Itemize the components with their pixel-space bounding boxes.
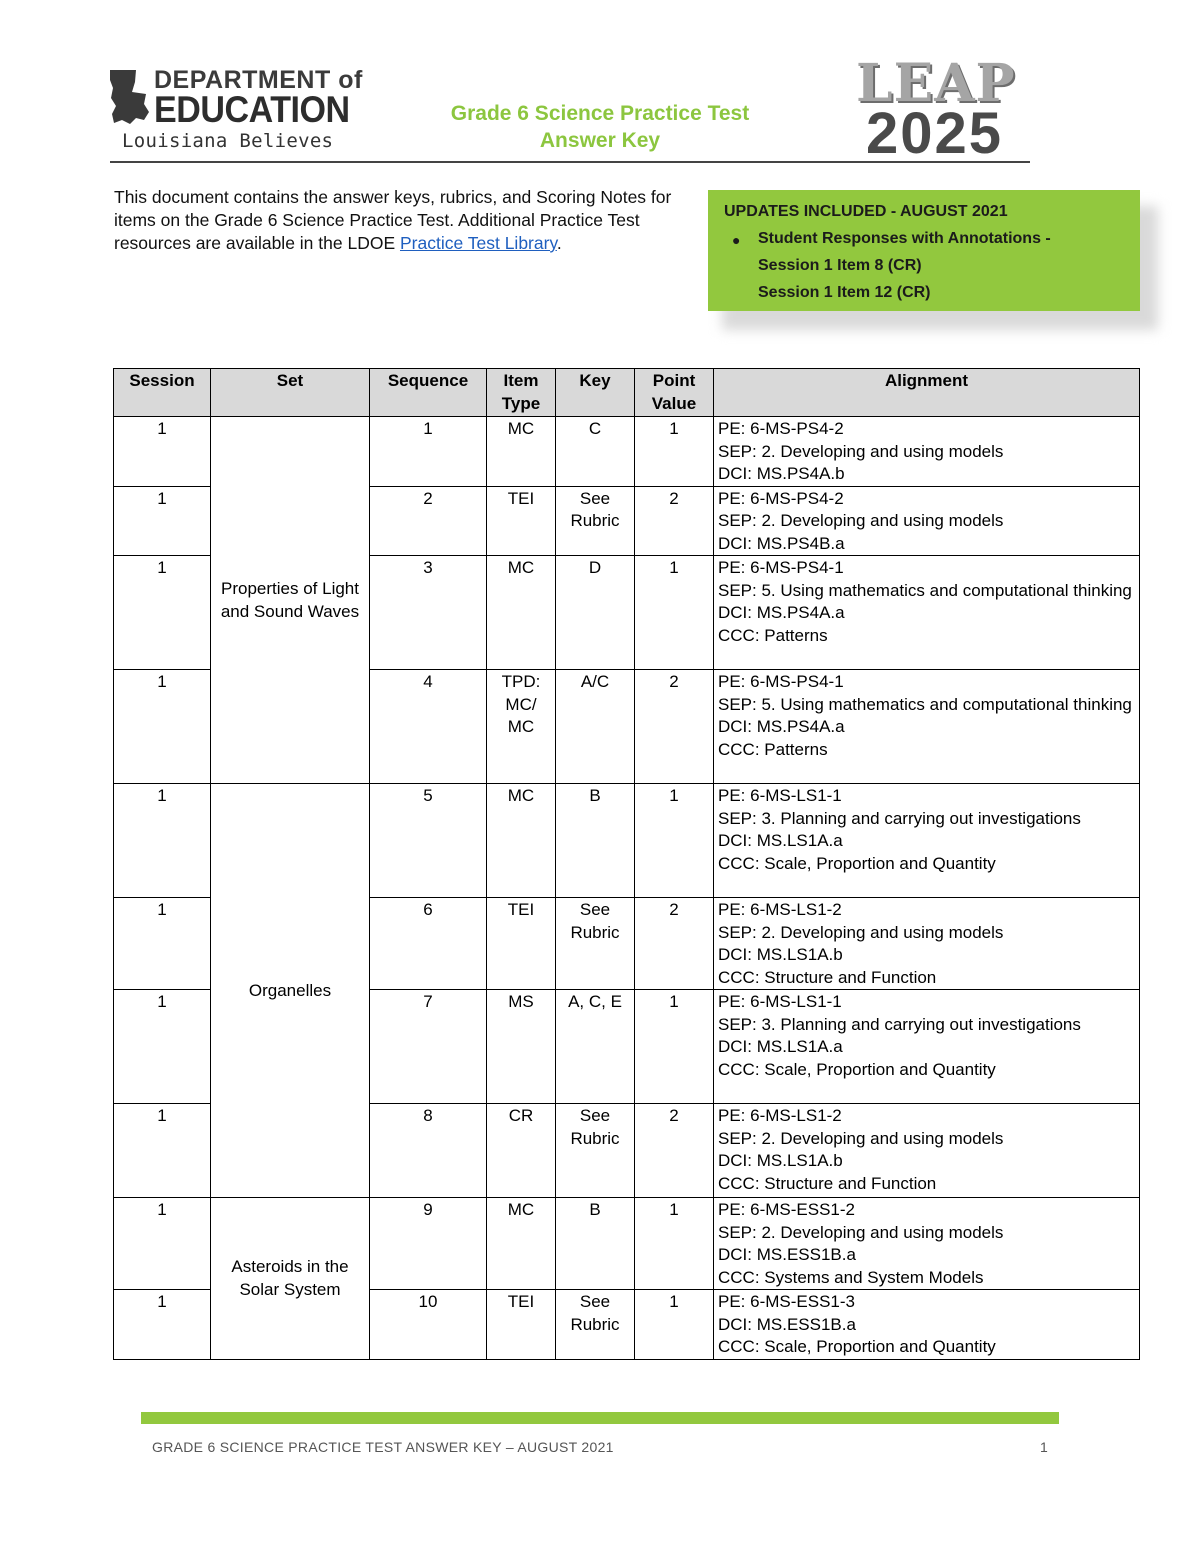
- alignment-line: DCI: MS.ESS1B.a: [718, 1245, 856, 1264]
- intro-text: This document contains the answer keys, rubrics, and Scoring Notes for items on the Grade 6 Science Practice Test. Additional Practice Test resources are available in the LDOE: [114, 187, 672, 253]
- alignment-line: PE: 6-MS-ESS1-2: [718, 1200, 855, 1219]
- title-line-2: Answer Key: [539, 129, 661, 152]
- alignment-line: SEP: 3. Planning and carrying out investigations: [718, 1014, 1081, 1034]
- key-cell: B: [556, 784, 635, 898]
- header-point-value: Point Value: [635, 369, 714, 417]
- point-value-cell: 2: [635, 1104, 714, 1198]
- alignment-cell: [714, 1198, 1140, 1290]
- alignment-line: SEP: 2. Developing and using models: [718, 441, 1004, 461]
- key-cell: See Rubric: [556, 898, 635, 990]
- session-cell: 1: [114, 556, 211, 670]
- header-session: Session: [114, 369, 211, 417]
- updates-title: UPDATES INCLUDED - AUGUST 2021: [724, 203, 1008, 220]
- session-cell: 1: [114, 990, 211, 1104]
- point-value-cell: 1: [635, 990, 714, 1104]
- item-type-cell: MC: [487, 556, 556, 670]
- session-cell: 1: [114, 1290, 211, 1360]
- point-value-cell: 2: [635, 486, 714, 556]
- point-value-cell: 1: [635, 556, 714, 670]
- louisiana-state-icon: [108, 68, 150, 126]
- logo-tagline: Louisiana Believes: [122, 130, 334, 152]
- item-type-cell: MC: [487, 1198, 556, 1290]
- set-cell: Organelles: [211, 784, 370, 1198]
- sequence-cell: 5: [370, 784, 487, 898]
- updates-box: [708, 190, 1140, 311]
- alignment-line: DCI: MS.PS4A.a: [718, 603, 845, 622]
- alignment-line: DCI: MS.LS1A.b: [718, 945, 843, 964]
- department-of-education-logo: [108, 66, 363, 154]
- alignment-line: SEP: 5. Using mathematics and computational thinking: [718, 694, 1132, 714]
- updates-item-2: Session 1 Item 8 (CR): [758, 257, 922, 274]
- alignment-line: PE: 6-MS-PS4-2: [718, 419, 844, 438]
- header-alignment: Alignment: [714, 369, 1140, 417]
- alignment-line: PE: 6-MS-PS4-1: [718, 672, 844, 691]
- title-line-1: Grade 6 Science Practice Test: [450, 102, 750, 125]
- item-type-cell: MS: [487, 990, 556, 1104]
- alignment-line: SEP: 5. Using mathematics and computational thinking: [718, 580, 1132, 600]
- alignment-line: SEP: 3. Planning and carrying out investigations: [718, 808, 1081, 828]
- point-value-cell: 1: [635, 417, 714, 487]
- practice-test-library-link[interactable]: Practice Test Library: [399, 233, 557, 253]
- table-row: [114, 1198, 1140, 1290]
- alignment-cell: [714, 417, 1140, 487]
- key-cell: See Rubric: [556, 486, 635, 556]
- alignment-line: CCC: Scale, Proportion and Quantity: [718, 853, 996, 873]
- alignment-line: PE: 6-MS-LS1-2: [718, 1106, 842, 1125]
- sequence-cell: 9: [370, 1198, 487, 1290]
- alignment-line: DCI: MS.LS1A.a: [718, 1037, 843, 1056]
- alignment-line: DCI: MS.PS4A.a: [718, 717, 845, 736]
- item-type-cell: TEI: [487, 486, 556, 556]
- logo-department-text: DEPARTMENT of: [154, 66, 363, 94]
- point-value-cell: 2: [635, 670, 714, 784]
- item-type-cell: TPD: MC/ MC: [487, 670, 556, 784]
- alignment-cell: [714, 556, 1140, 670]
- alignment-cell: [714, 1104, 1140, 1198]
- alignment-line: CCC: Patterns: [718, 739, 828, 759]
- alignment-cell: [714, 898, 1140, 990]
- item-type-cell: TEI: [487, 898, 556, 990]
- key-cell: See Rubric: [556, 1104, 635, 1198]
- header-sequence: Sequence: [370, 369, 487, 417]
- key-cell: See Rubric: [556, 1290, 635, 1360]
- sequence-cell: 2: [370, 486, 487, 556]
- key-cell: A/C: [556, 670, 635, 784]
- sequence-cell: 8: [370, 1104, 487, 1198]
- alignment-line: DCI: MS.LS1A.b: [718, 1151, 843, 1170]
- set-cell: Asteroids in the Solar System: [211, 1198, 370, 1360]
- item-type-cell: CR: [487, 1104, 556, 1198]
- point-value-cell: 1: [635, 1290, 714, 1360]
- key-cell: C: [556, 417, 635, 487]
- alignment-line: DCI: MS.PS4A.b: [718, 464, 845, 483]
- key-cell: D: [556, 556, 635, 670]
- alignment-cell: [714, 1290, 1140, 1360]
- header-divider: [110, 161, 1030, 163]
- answer-key-table: [113, 368, 1140, 1360]
- sequence-cell: 6: [370, 898, 487, 990]
- key-cell: B: [556, 1198, 635, 1290]
- alignment-line: CCC: Systems and System Models: [718, 1267, 984, 1287]
- footer-bar: [141, 1412, 1059, 1424]
- logo-education-text: EDUCATION: [154, 89, 350, 130]
- header-key: Key: [556, 369, 635, 417]
- table-row: [114, 417, 1140, 487]
- point-value-cell: 1: [635, 1198, 714, 1290]
- alignment-line: PE: 6-MS-PS4-1: [718, 558, 844, 577]
- item-type-cell: MC: [487, 417, 556, 487]
- point-value-cell: 2: [635, 898, 714, 990]
- alignment-cell: [714, 784, 1140, 898]
- header-item-type: Item Type: [487, 369, 556, 417]
- alignment-line: PE: 6-MS-PS4-2: [718, 488, 844, 508]
- item-type-cell: MC: [487, 784, 556, 898]
- alignment-line: PE: 6-MS-LS1-1: [718, 786, 842, 805]
- alignment-cell: [714, 670, 1140, 784]
- intro-trailing: .: [556, 233, 562, 253]
- updates-item-1: Student Responses with Annotations -: [758, 230, 1051, 247]
- alignment-line: PE: 6-MS-LS1-2: [718, 900, 842, 919]
- alignment-line: CCC: Scale, Proportion and Quantity: [718, 1337, 996, 1356]
- set-cell: Properties of Light and Sound Waves: [211, 417, 370, 784]
- alignment-line: CCC: Structure and Function: [718, 967, 937, 987]
- alignment-cell: [714, 990, 1140, 1104]
- updates-item-3: Session 1 Item 12 (CR): [758, 284, 931, 301]
- item-type-cell: TEI: [487, 1290, 556, 1360]
- footer-text: GRADE 6 SCIENCE PRACTICE TEST ANSWER KEY – AUGUST 2021: [152, 1439, 614, 1455]
- alignment-line: SEP: 2. Developing and using models: [718, 922, 1004, 942]
- session-cell: 1: [114, 486, 211, 556]
- alignment-line: SEP: 2. Developing and using models: [718, 1128, 1004, 1148]
- sequence-cell: 7: [370, 990, 487, 1104]
- sequence-cell: 3: [370, 556, 487, 670]
- intro-paragraph: [114, 186, 694, 255]
- leap-2025-logo: [852, 53, 1042, 166]
- alignment-line: SEP: 2. Developing and using models: [718, 511, 1004, 530]
- session-cell: 1: [114, 1104, 211, 1198]
- alignment-line: DCI: MS.PS4B.a: [718, 533, 845, 553]
- alignment-line: CCC: Patterns: [718, 625, 828, 645]
- alignment-line: SEP: 2. Developing and using models: [718, 1222, 1004, 1242]
- alignment-line: DCI: MS.LS1A.a: [718, 831, 843, 850]
- sequence-cell: 10: [370, 1290, 487, 1360]
- table-header-row: [114, 369, 1140, 417]
- document-title: [400, 100, 800, 154]
- header-set: Set: [211, 369, 370, 417]
- page-number: 1: [1040, 1439, 1048, 1455]
- sequence-cell: 1: [370, 417, 487, 487]
- point-value-cell: 1: [635, 784, 714, 898]
- alignment-line: CCC: Structure and Function: [718, 1173, 937, 1193]
- session-cell: 1: [114, 417, 211, 487]
- session-cell: 1: [114, 1198, 211, 1290]
- alignment-line: DCI: MS.ESS1B.a: [718, 1314, 856, 1334]
- key-cell: A, C, E: [556, 990, 635, 1104]
- session-cell: 1: [114, 784, 211, 898]
- alignment-line: CCC: Scale, Proportion and Quantity: [718, 1059, 996, 1079]
- session-cell: 1: [114, 898, 211, 990]
- bullet-icon: ●: [732, 232, 741, 248]
- session-cell: 1: [114, 670, 211, 784]
- table-row: [114, 784, 1140, 898]
- leap-word: LEAP: [856, 53, 1016, 114]
- alignment-line: PE: 6-MS-LS1-1: [718, 992, 842, 1011]
- leap-year: 2025: [866, 101, 1004, 166]
- alignment-line: PE: 6-MS-ESS1-3: [718, 1292, 855, 1311]
- sequence-cell: 4: [370, 670, 487, 784]
- alignment-cell: [714, 486, 1140, 556]
